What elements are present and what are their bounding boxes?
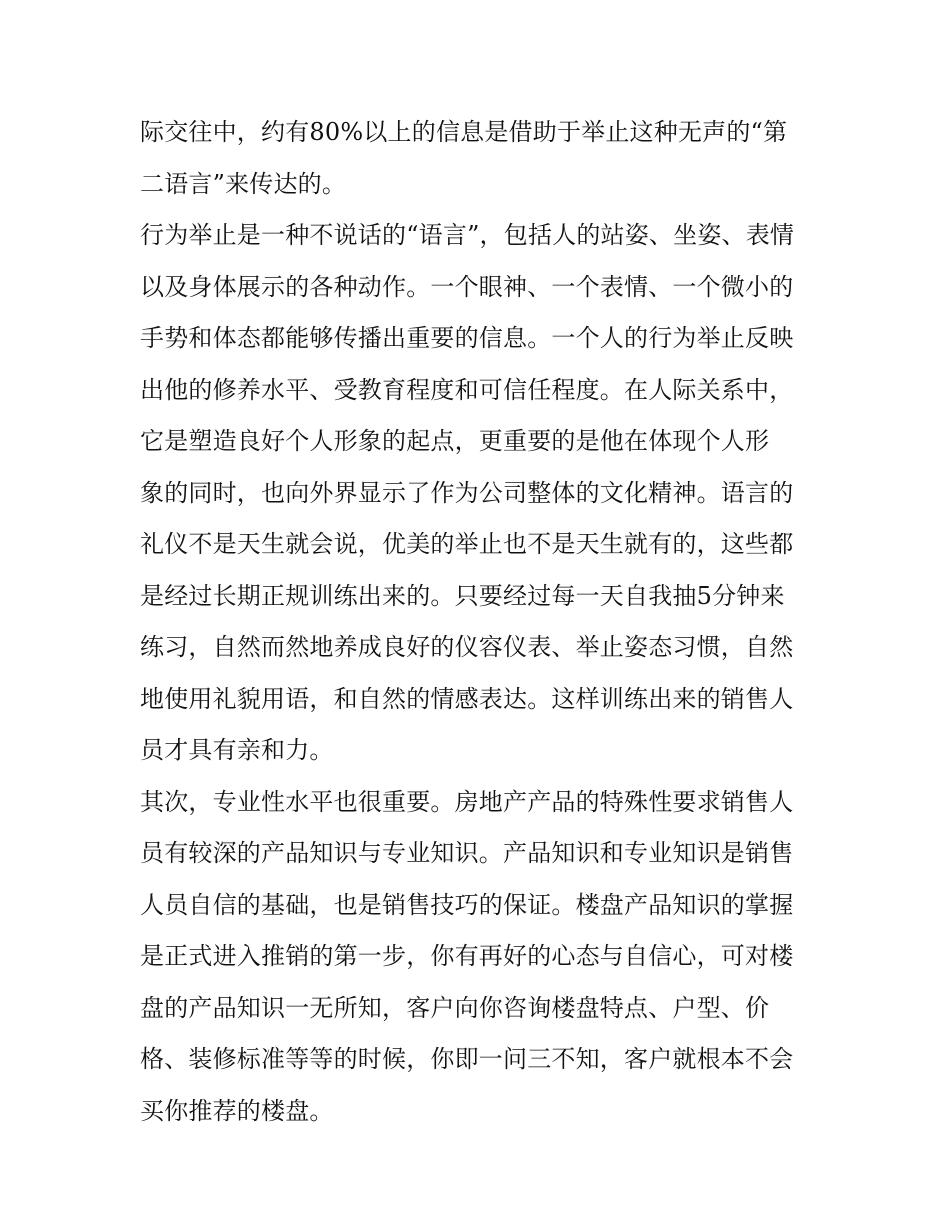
text-line: 买你推荐的楼盘。 — [140, 1096, 334, 1125]
text-line: 它是塑造良好个人形象的起点，更重要的是他在体现个人形 — [140, 427, 770, 455]
text-line: 其次，专业性水平也很重要。房地产产品的特殊性要求销售人 — [140, 787, 794, 816]
text-line: 地使用礼貌用语，和自然的情感表达。这样训练出来的销售人 — [140, 684, 794, 713]
paragraph-1 — [140, 107, 820, 210]
text-line: 人员自信的基础，也是销售技巧的保证。楼盘产品知识的掌握 — [140, 890, 794, 919]
text-line: 象的同时，也向外界显示了作为公司整体的文化精神。语言的 — [140, 478, 794, 507]
text-line: 员才具有亲和力。 — [140, 736, 334, 764]
text-line: 行为举止是一种不说话的“语言”，包括人的站姿、坐姿、表情 — [140, 221, 795, 249]
text-line: 手势和体态都能够传播出重要的信息。一个人的行为举止反映 — [140, 324, 794, 352]
text-line: 练习，自然而然地养成良好的仪容仪表、举止姿态习惯，自然 — [140, 633, 794, 661]
text-line: 以及身体展示的各种动作。一个眼神、一个表情、一个微小的 — [140, 272, 794, 301]
text-line: 二语言”来传达的。 — [140, 169, 347, 198]
text-line: 格、装修标准等等的时候，你即一问三不知，客户就根本不会 — [140, 1045, 794, 1073]
text-line: 盘的产品知识一无所知，客户向你咨询楼盘特点、户型、价 — [140, 993, 770, 1022]
text-line: 是经过长期正规训练出来的。只要经过每一天自我抽5分钟来 — [140, 581, 785, 610]
paragraph-3 — [140, 777, 820, 1138]
document-body — [140, 107, 820, 1137]
paragraph-2 — [140, 210, 820, 777]
text-line: 出他的修养水平、受教育程度和可信任程度。在人际关系中， — [140, 375, 794, 404]
text-line: 际交往中，约有80%以上的信息是借助于举止这种无声的“第 — [140, 118, 788, 146]
text-line: 礼仪不是天生就会说，优美的举止也不是天生就有的，这些都 — [140, 530, 794, 558]
text-line: 是正式进入推销的第一步，你有再好的心态与自信心，可对楼 — [140, 942, 794, 970]
text-line: 员有较深的产品知识与专业知识。产品知识和专业知识是销售 — [140, 839, 794, 867]
